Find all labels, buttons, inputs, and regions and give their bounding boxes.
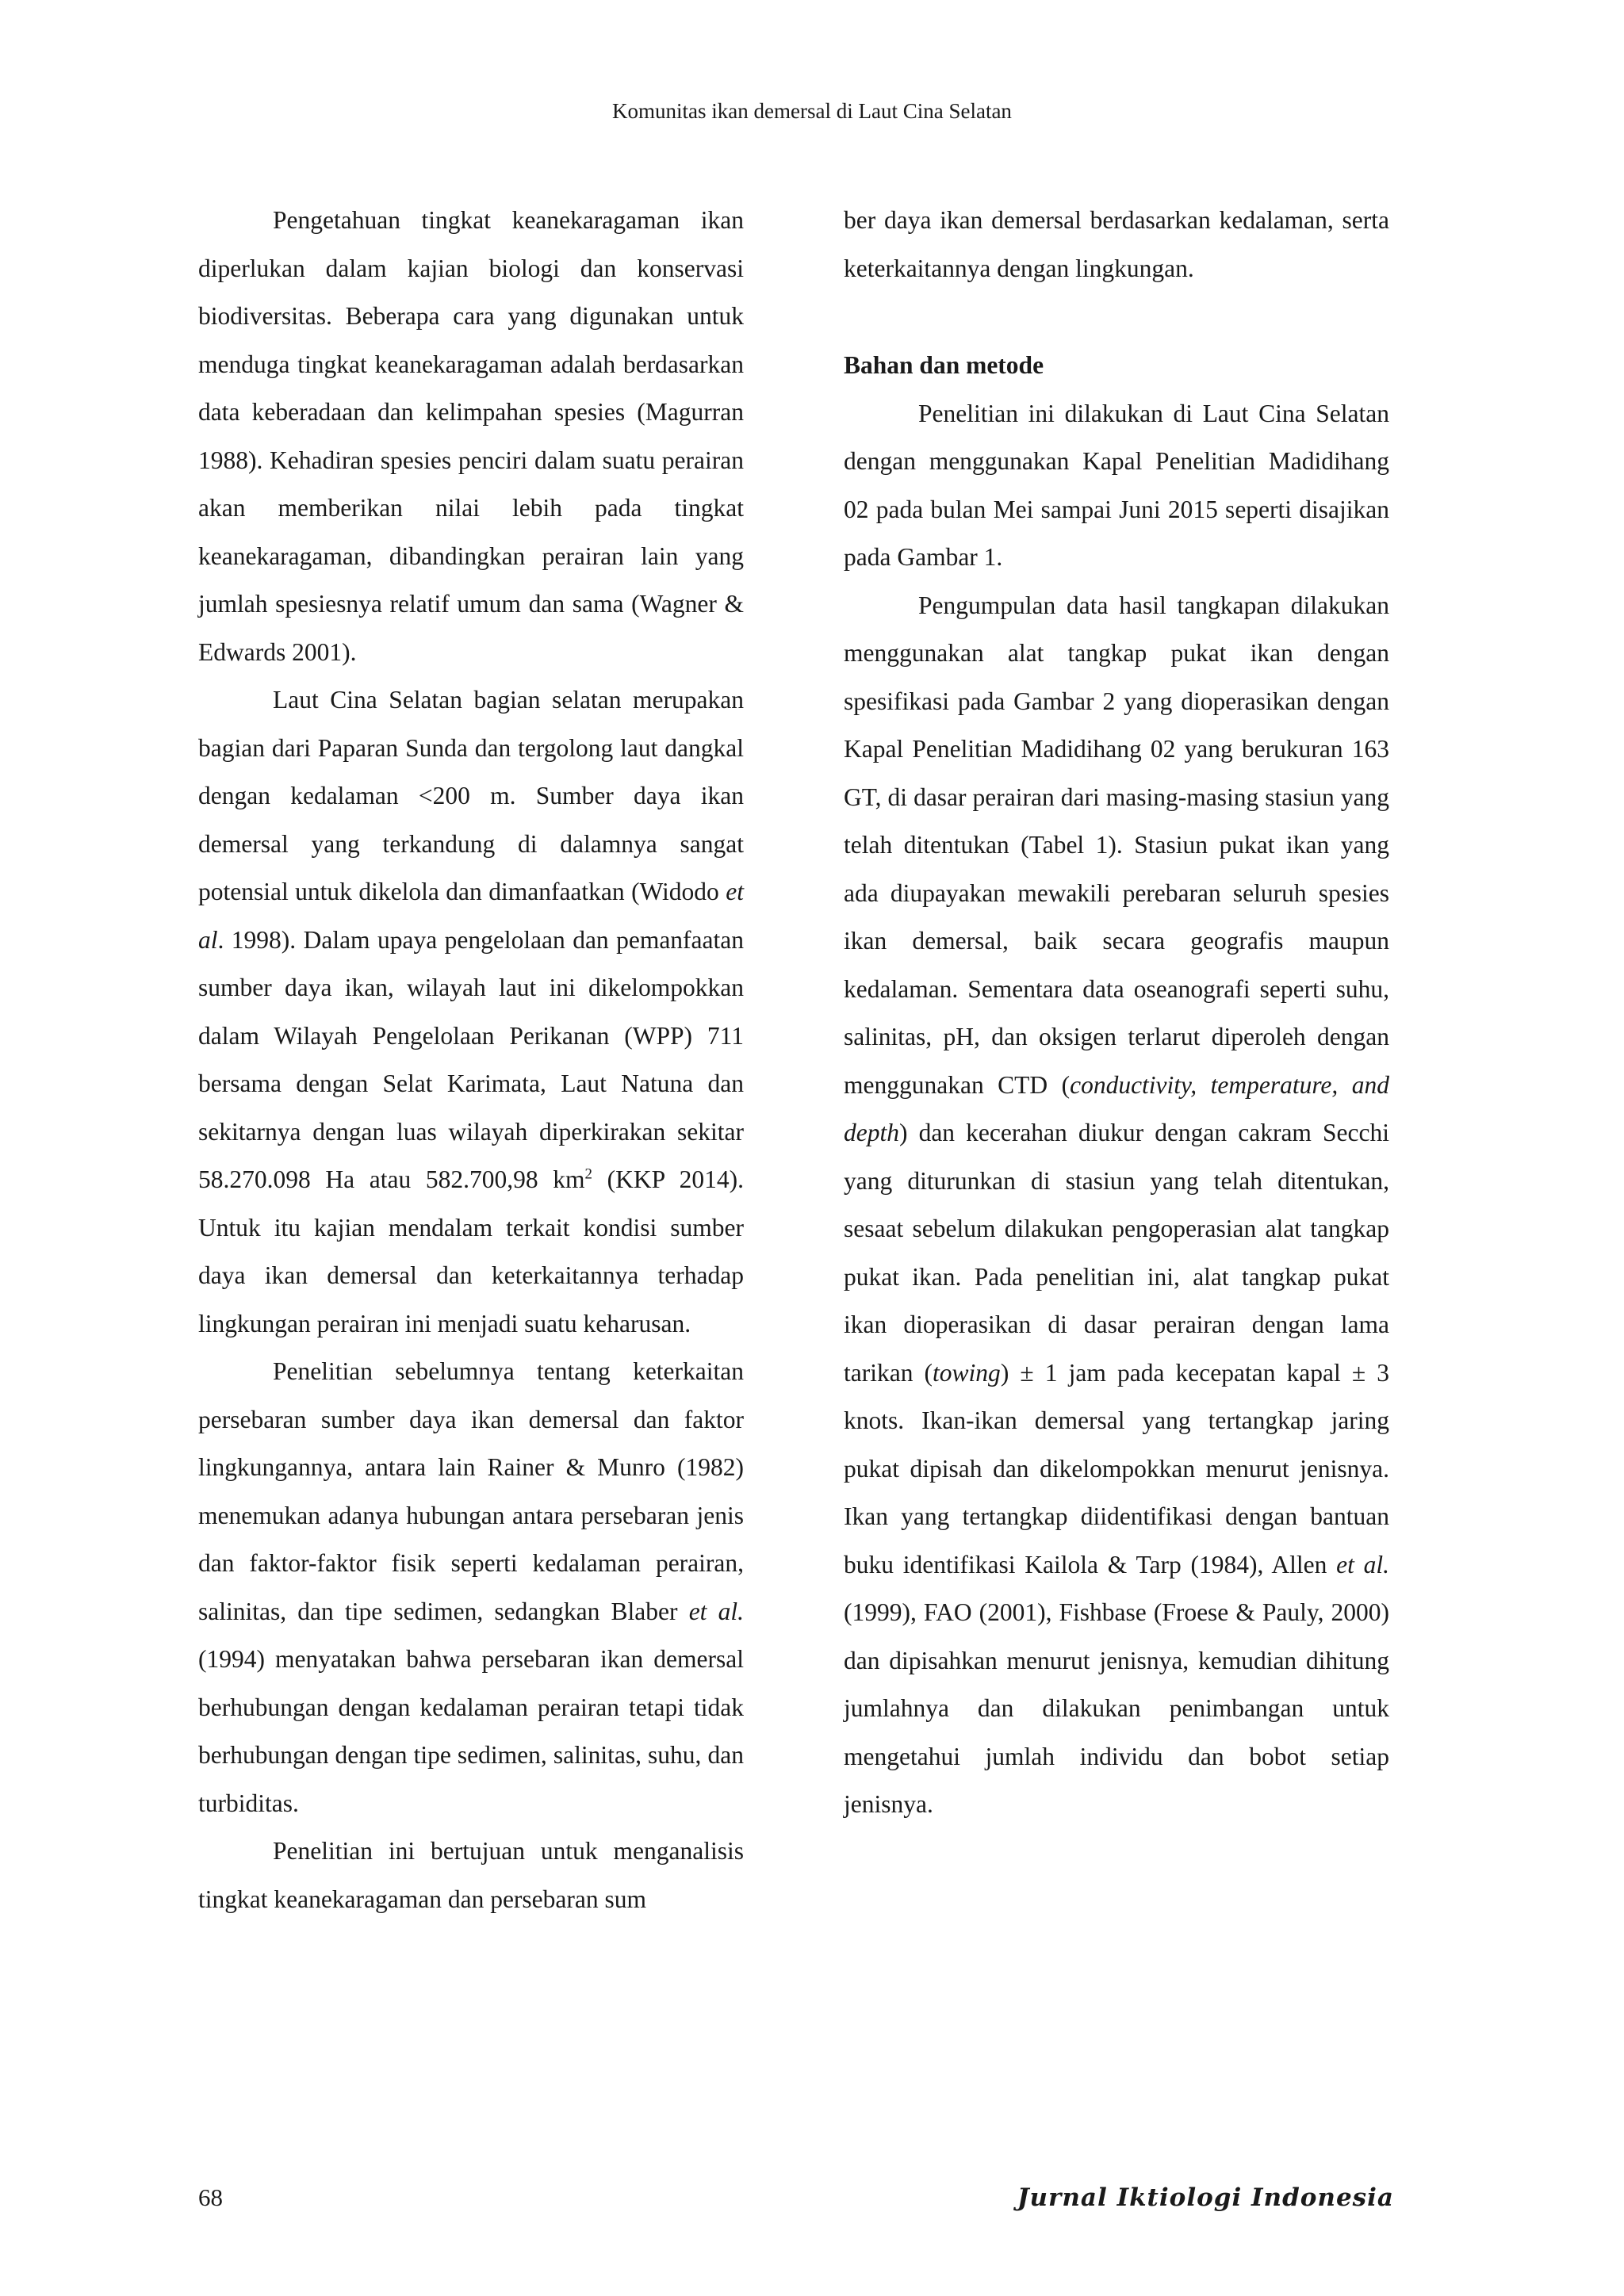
superscript: 2 [584, 1165, 592, 1183]
text-span: (1994) menyatakan bahwa persebaran ikan demersal berhubungan dengan kedalaman perairan tetapi tidak berhubungan dengan tipe sedimen, salinitas, suhu, dan turbiditas. [198, 1645, 744, 1817]
paragraph-study-location: Penelitian ini dilakukan di Laut Cina Selatan dengan menggunakan Kapal Penelitian Madidihang 02 pada bulan Mei sampai Juni 2015 seperti disajikan pada Gambar 1. [844, 399, 1389, 571]
journal-name: Jurnal Iktiologi Indonesia [1017, 2183, 1394, 2212]
ctd-expansion: conductivity, temperature, and depth [844, 1070, 1389, 1146]
citation-etal: et al. [688, 1597, 744, 1625]
towing-term: towing [933, 1358, 1001, 1387]
paragraph-objective: Penelitian ini bertujuan untuk menganalisis tingkat keanekaragaman dan persebaran sum [198, 1837, 744, 1913]
page-number: 68 [198, 2183, 223, 2211]
text-span: Penelitian sebelumnya tentang keterkaitan persebaran sumber daya ikan demersal dan faktor lingkungannya, antara lain Rainer & Munro (1982) menemukan adanya hubungan antara persebaran jenis dan faktor-faktor fisik seperti kedalaman perairan, salinitas, dan tipe sedimen, sedangkan Blaber [198, 1357, 744, 1625]
text-span: ) dan kecerahan diukur dengan cakram Secchi yang diturunkan di stasiun yang telah ditentukan, sesaat sebelum dilakukan pengoperasian alat tangkap pukat ikan. Pada penelitian ini, alat tangkap pukat ikan dioperasikan di dasar perairan dengan lama tarikan ( [844, 1119, 1389, 1387]
left-column [198, 197, 744, 1923]
paragraph-previous-research [198, 1348, 744, 1827]
section-heading: Bahan dan metode [844, 351, 1044, 379]
paragraph-biodiversity: Pengetahuan tingkat keanekaragaman ikan diperlukan dalam kajian biologi dan konservasi biodiversitas. Beberapa cara yang digunakan untuk menduga tingkat keanekaragaman adalah berdasarkan data keberadaan dan kelimpahan spesies (Magurran 1988). Kehadiran spesies penciri dalam suatu perairan akan memberikan nilai lebih pada tingkat keanekaragaman, dibandingkan perairan lain yang jumlah spesiesnya relatif umum dan sama (Wagner & Edwards 2001). [198, 206, 744, 666]
paragraph-objective-continued: ber daya ikan demersal berdasarkan kedalaman, serta keterkaitannya dengan lingkungan. [844, 206, 1389, 282]
paragraph-data-collection [844, 582, 1389, 1829]
running-title: Komunitas ikan demersal di Laut Cina Selatan [612, 99, 1012, 123]
text-span: . 1998). Dalam upaya pengelolaan dan pemanfaatan sumber daya ikan, wilayah laut ini dikelompokkan dalam Wilayah Pengelolaan Perikanan (WPP) 711 bersama dengan Selat Karimata, Laut Natuna dan sekitarnya dengan luas wilayah diperkirakan sekitar 58.270.098 Ha atau 582.700,98 km [198, 925, 744, 1193]
citation-etal: et al [198, 878, 744, 954]
text-span: (KKP 2014). Untuk itu kajian mendalam terkait kondisi sumber daya ikan demersal dan keterkaitannya terhadap lingkungan perairan ini menjadi suatu keharusan. [198, 1165, 744, 1337]
text-span: Pengumpulan data hasil tangkapan dilakukan menggunakan alat tangkap pukat ikan dengan spesifikasi pada Gambar 2 yang dioperasikan dengan Kapal Penelitian Madidihang 02 yang berukuran 163 GT, di dasar perairan dari masing-masing stasiun yang telah ditentukan (Tabel 1). Stasiun pukat ikan yang ada diupayakan mewakili perebaran seluruh spesies ikan demersal, baik secara geografis maupun kedalaman. Sementara data oseanografi seperti suhu, salinitas, pH, dan oksigen terlarut diperoleh dengan menggunakan CTD ( [844, 591, 1389, 1099]
text-span: ) ± 1 jam pada kecepatan kapal ± 3 knots. Ikan-ikan demersal yang tertangkap jaring pukat dipisah dan dikelompokkan menurut jenisnya. Ikan yang tertangkap diidentifikasi dengan bantuan buku identifikasi Kailola & Tarp (1984), Allen [844, 1358, 1389, 1578]
text-span: (1999), FAO (2001), Fishbase (Froese & Pauly, 2000) dan dipisahkan menurut jenisnya, kemudian dihitung jumlahnya dan dilakukan penimbangan untuk mengetahui jumlah individu dan bobot setiap jenisnya. [844, 1598, 1389, 1818]
citation-etal: et al. [1336, 1550, 1389, 1578]
paragraph-south-china-sea [198, 676, 744, 1348]
text-span: Laut Cina Selatan bagian selatan merupakan bagian dari Paparan Sunda dan tergolong laut dangkal dengan kedalaman <200 m. Sumber daya ikan demersal yang terkandung di dalamnya sangat potensial untuk dikelola dan dimanfaatkan (Widodo [198, 686, 744, 905]
right-column [844, 197, 1389, 1829]
